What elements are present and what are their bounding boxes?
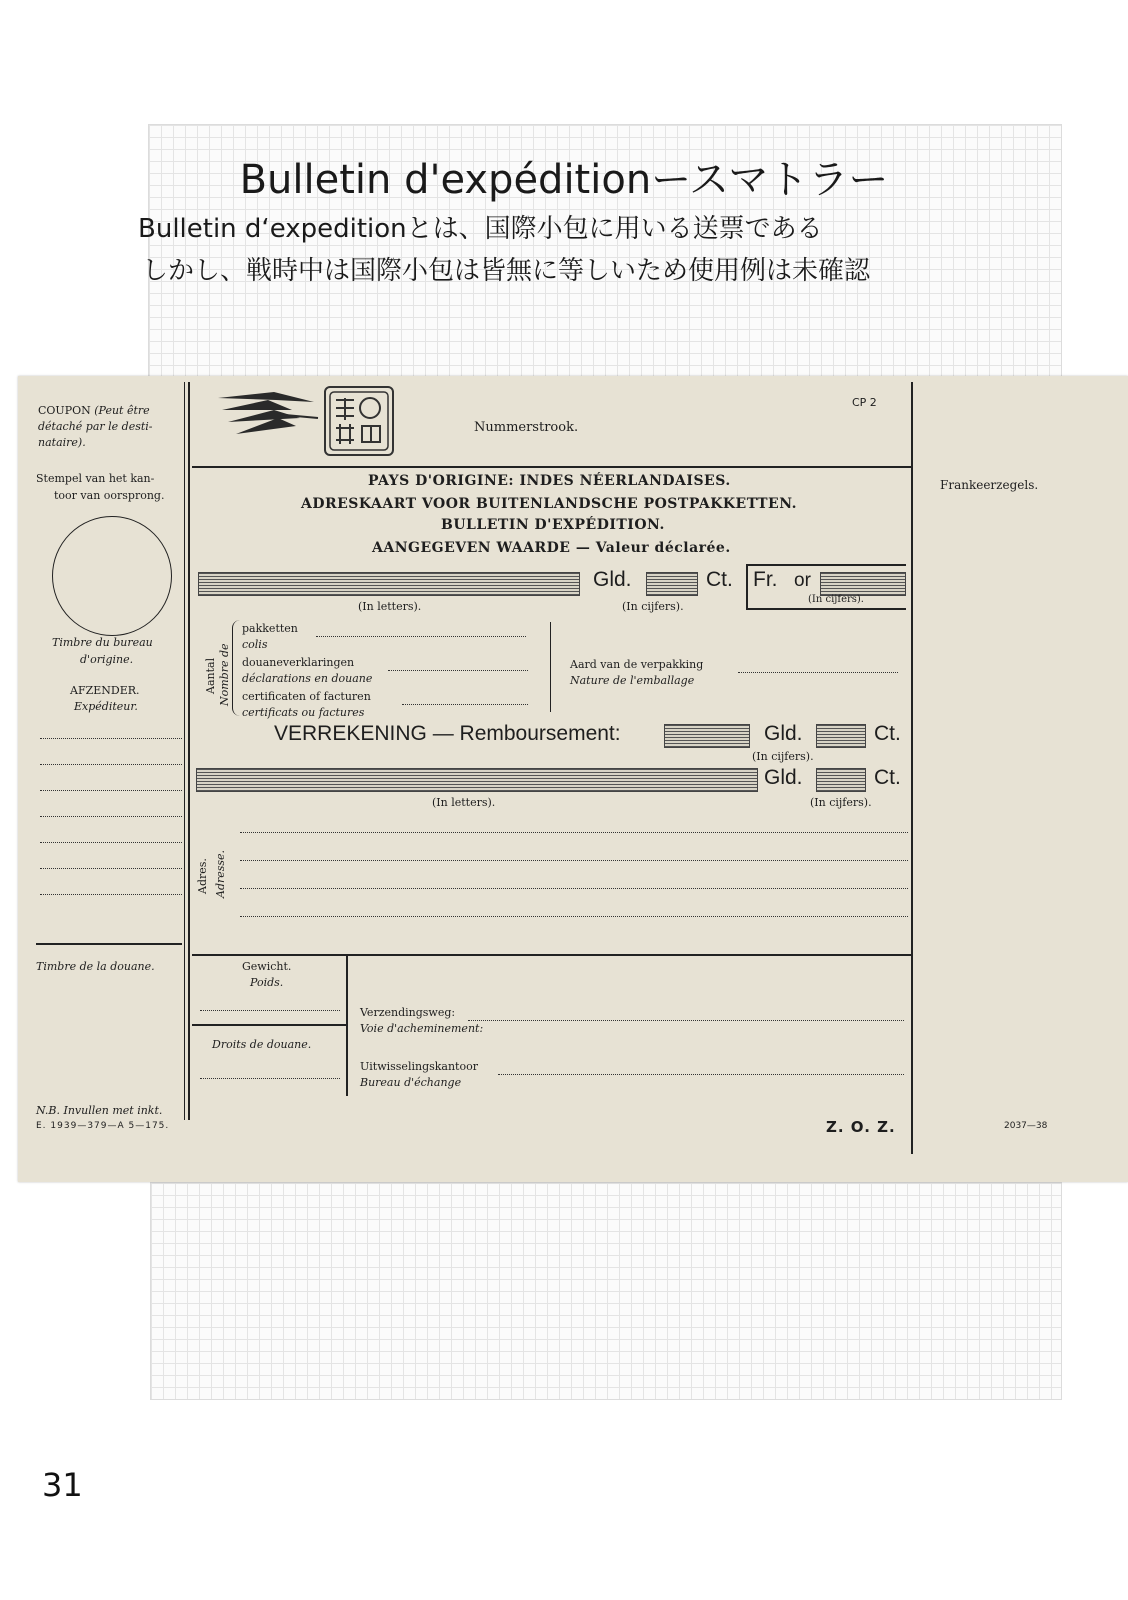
fr-box-left [746, 566, 748, 610]
address-line-3 [240, 888, 908, 889]
print-code: E. 1939—379—A 5—175. [36, 1121, 170, 1131]
value-in-cijfers: (In cijfers). [622, 600, 684, 613]
remb-gld-label-2: Gld. [764, 766, 803, 789]
adres-vertical: Adres. [196, 858, 209, 894]
sender-line-6 [40, 868, 182, 869]
verzendingsweg-label: Verzendingsweg: [360, 1006, 456, 1019]
address-line-4 [240, 916, 908, 917]
voie-label: Voie d'acheminement: [360, 1022, 484, 1035]
header-waarde: AANGEGEVEN WAARDE — Valeur déclarée. [372, 540, 731, 556]
code-right: 2037—38 [1004, 1121, 1048, 1131]
timbre-bureau-b: d'origine. [80, 653, 134, 666]
douane-line [388, 670, 528, 671]
sender-line-2 [40, 764, 182, 765]
declarations-label: déclarations en douane [242, 672, 373, 685]
timbre-douane-label: Timbre de la douane. [36, 960, 155, 973]
sender-line-4 [40, 816, 182, 817]
nombre-de-vertical: Nombre de [218, 643, 231, 706]
nb-note: N.B. Invullen met inkt. [36, 1104, 163, 1117]
sender-line-7 [40, 894, 182, 895]
poids-label: Poids. [250, 976, 284, 989]
main-right-border [911, 382, 913, 1154]
weight-separator [192, 1024, 346, 1026]
coupon-line-d: nataire). [38, 436, 86, 449]
remb-in-letters: (In letters). [432, 796, 496, 809]
douaneverklaringen-label: douaneverklaringen [242, 656, 355, 669]
expediteur-label: Expéditeur. [74, 700, 138, 713]
certificaten-line [402, 704, 528, 705]
remb-ct-label: Ct. [874, 722, 901, 745]
address-line-2 [240, 860, 908, 861]
afzender-label: AFZENDER. [70, 684, 140, 697]
coupon-separator-2 [188, 382, 190, 1120]
certificats-label: certificats ou factures [242, 706, 365, 719]
remb-ct-field-2[interactable] [816, 768, 866, 792]
weight-divider [346, 954, 348, 1096]
grid-sheet-bottom [150, 1182, 1062, 1400]
gewicht-label: Gewicht. [242, 960, 292, 973]
verzendingsweg-line [468, 1020, 904, 1021]
aard-label: Aard van de verpakking [570, 658, 704, 671]
bureau-echange-label: Bureau d'échange [360, 1076, 462, 1089]
remb-ct-field[interactable] [816, 724, 866, 748]
remb-in-cijfers: (In cijfers). [752, 750, 814, 763]
value-in-letters: (In letters). [358, 600, 422, 613]
seal-stamp-icon [324, 386, 394, 456]
value-gld-field[interactable] [646, 572, 698, 596]
header-origin: PAYS D'ORIGINE: INDES NÉERLANDAISES. [368, 473, 731, 489]
adresse-vertical: Adresse. [214, 849, 227, 898]
frankeerzegels-label: Frankeerzegels. [940, 478, 1039, 492]
value-gld-label: Gld. [593, 568, 632, 591]
fr-box-top [746, 564, 906, 566]
stamp-circle [52, 516, 172, 636]
sender-line-5 [40, 842, 182, 843]
remb-in-cijfers-2: (In cijfers). [810, 796, 872, 809]
stempel-line-b: toor van oorsprong. [54, 489, 165, 502]
subtitle-line-2: しかし、戦時中は国際小包は皆無に等しいため使用例は未確認 [142, 256, 871, 286]
zoz-label: Z. O. Z. [826, 1118, 896, 1136]
header-bulletin: BULLETIN D'EXPÉDITION. [441, 517, 665, 533]
coupon-separator-1 [184, 382, 185, 1120]
pakketten-line [316, 636, 526, 637]
coupon-divider [36, 943, 182, 945]
pakketten-label: pakketten [242, 622, 298, 635]
stempel-line-a: Stempel van het kan- [36, 472, 155, 485]
counts-divider [550, 622, 551, 712]
or-label: or [794, 570, 811, 591]
uitwisseling-label: Uitwisselingskantoor [360, 1060, 478, 1073]
remb-ct-label-2: Ct. [874, 766, 901, 789]
header-adreskaart: ADRESKAART VOOR BUITENLANDSCHE POSTPAKKETTEN. [301, 496, 797, 512]
nummerstrook-label: Nummerstrook. [474, 420, 579, 435]
cp2-label: CP 2 [852, 396, 877, 409]
fr-box-bottom [746, 608, 906, 610]
value-letters-field[interactable] [198, 572, 580, 596]
certificaten-label: certificaten of facturen [242, 690, 371, 703]
fr-in-cijfers: (In cijfers). [808, 594, 864, 605]
uitwisseling-line [498, 1074, 904, 1075]
coupon-line-a: COUPON (Peut être [38, 404, 150, 417]
fr-label: Fr. [753, 568, 778, 591]
value-fr-field[interactable] [820, 572, 906, 596]
timbre-bureau-a: Timbre du bureau [52, 636, 153, 649]
weight-line [200, 1010, 340, 1011]
aard-line [738, 672, 898, 673]
colis-label: colis [242, 638, 268, 651]
address-line-1 [240, 832, 908, 833]
aantal-vertical: Aantal [204, 657, 217, 694]
sender-line-3 [40, 790, 182, 791]
page-number: 31 [42, 1466, 83, 1504]
sender-line-1 [40, 738, 182, 739]
verrekening-label: VERREKENING — Remboursement: [274, 722, 621, 745]
coupon-line-c: détaché par le desti- [38, 420, 153, 433]
subtitle-line-1: Bulletin d‘expeditionとは、国際小包に用いる送票である [138, 214, 823, 244]
post-horn-logo-icon [214, 388, 320, 442]
droits-label: Droits de douane. [212, 1038, 312, 1051]
parcel-card [18, 376, 1128, 1182]
remb-gld-label: Gld. [764, 722, 803, 745]
droits-line [200, 1078, 340, 1079]
page-title: Bulletin d'expéditionースマトラー [239, 157, 889, 203]
nature-label: Nature de l'emballage [570, 674, 695, 687]
remb-gld-field[interactable] [664, 724, 750, 748]
remb-letters-field[interactable] [196, 768, 758, 792]
lower-divider [192, 954, 911, 956]
header-divider [192, 466, 911, 468]
value-ct-label: Ct. [706, 568, 733, 591]
